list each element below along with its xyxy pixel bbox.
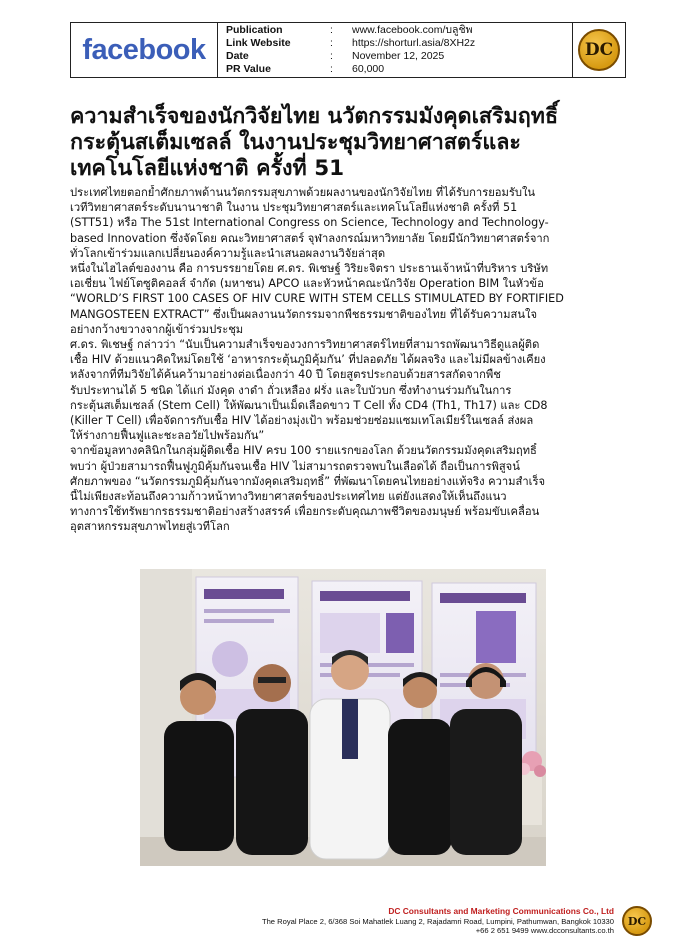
text-line: ศักยภาพของ “นวัตกรรมภูมิคุ้มกันจากมังคุดเสริมฤทธิ์” ที่พัฒนาโดยคนไทยอย่างแท้จริง ความสำเร็จ [70,474,546,488]
meta-label: Link Website [226,37,291,49]
text-line: “WORLD’S FIRST 100 CASES OF HIV CURE WITH STEM CELLS STIMULATED BY FORTIFIED [70,292,564,306]
clipping-header [70,22,626,78]
footer-company: DC Consultants and Marketing Communications Co., Ltd [388,906,614,916]
headline-line: ความสำเร็จของนักวิจัยไทย นวัตกรรมมังคุดเสริมฤทธิ์ [70,104,559,129]
text-line: ศ.ดร. พิเชษฐ์ กล่าวว่า “นับเป็นความสำเร็จของวงการวิทยาศาสตร์ไทยที่สามารถพัฒนาวิธีดูแลผู้ติด [70,338,540,352]
publication-value: www.facebook.com/บลูชิพ [352,24,473,36]
text-line: หนึ่งในไฮไลต์ของงาน คือ การบรรยายโดย ศ.ดร. พิเชษฐ์ วิริยะจิตรา ประธานเจ้าหน้าที่บริหาร บริษัท [70,262,549,276]
dc-logo-icon: DC [578,29,620,71]
agency-footer [200,907,614,936]
text-line: อุตสาหกรรมสุขภาพไทยสู่เวทีโลก [70,520,230,534]
source-logo-cell [71,23,218,77]
dc-logo-icon: DC [622,906,652,936]
meta-label: PR Value [226,63,271,75]
meta-label: Publication [226,24,283,36]
meta-row-publication: Publication : www.facebook.com/บลูชิพ [226,24,572,37]
text-line: ทางการใช้ทรัพยากรธรรมชาติอย่างสร้างสรรค์ เพื่อยกระดับคุณภาพชีวิตของมนุษย์ พร้อมขับเคลื่อน [70,505,540,519]
text-line: รับประทานได้ 5 ชนิด ได้แก่ มังคุด งาดำ ถั่วเหลือง ฝรั่ง และใบบัวบก ซึ่งทำงานร่วมกันในการ [70,383,512,397]
text-line: MANGOSTEEN EXTRACT” ซึ่งเป็นผลงานนวัตกรรมจากพืชธรรมชาติของไทย ที่ได้รับความสนใจ [70,307,538,321]
text-line: พบว่า ผู้ป่วยสามารถฟื้นฟูภูมิคุ้มกันจนเชื้อ HIV ไม่สามารถตรวจพบในเลือดได้ ถือเป็นการพิสูจน์ [70,459,520,473]
link-value[interactable]: https://shorturl.asia/8XH2z [352,37,476,49]
agency-logo-cell [573,23,625,77]
footer-contact: +66 2 651 9499 www.dcconsultants.co.th [475,926,614,935]
headline [70,104,630,182]
text-line: จากข้อมูลทางคลินิกในกลุ่มผู้ติดเชื้อ HIV ครบ 100 รายแรกของโลก ด้วยนวัตกรรมมังคุดเสริมฤทธิ์ [70,444,537,458]
flower-arrangement [518,751,546,825]
text-line: เอเชี่ยน ไฟย์โตซูติคอลส์ จำกัด (มหาชน) APCO และหัวหน้าคณะนักวิจัย Operation BIM ในหัวข้อ [70,277,544,291]
footer-address: The Royal Place 2, 6/368 Soi Mahatlek Luang 2, Rajadamri Road, Lumpini, Pathumwan, Bangkok 10330 [261,916,614,926]
text-line: based Innovation ซึ่งจัดโดย คณะวิทยาศาสตร์ จุฬาลงกรณ์มหาวิทยาลัย โดยมีนักวิทยาศาสตร์จาก [70,231,550,245]
text-line: เชื้อ HIV ด้วยแนวคิดใหม่โดยใช้ ‘อาหารกระตุ้นภูมิคุ้มกัน’ ที่ปลอดภัย ได้ผลจริง และไม่มีผลข้างเคียง [70,353,546,367]
text-line: ทั่วโลกเข้าร่วมแลกเปลี่ยนองค์ความรู้และนำเสนอผลงานวิจัยล่าสุด [70,246,386,260]
text-line: ให้ร่างกายฟื้นฟูและชะลอวัยไปพร้อมกัน” [70,429,265,443]
clipping-meta [218,23,573,77]
text-line: (STT51) หรือ The 51st International Congress on Science, Technology and Technology- [70,216,549,230]
text-line: นี้ไม่เพียงสะท้อนถึงความก้าวหน้าทางวิทยาศาสตร์ของประเทศไทย แต่ยังแสดงให้เห็นถึงแนว [70,490,507,504]
headline-line: เทคโนโลยีแห่งชาติ ครั้งที่ 51 [70,156,345,181]
meta-row-pr-value: PR Value : 60,000 [226,63,572,76]
article-body [70,185,625,535]
meta-row-link: Link Website : https://shorturl.asia/8XH2z [226,37,572,50]
pr-value: 60,000 [352,63,385,75]
text-line: กระตุ้นสเต็มเซลล์ (Stem Cell) ให้พัฒนาเป็นเม็ดเลือดขาว T Cell ทั้ง CD4 (Th1, Th17) และ CD8 [70,398,548,412]
meta-row-date: Date : November 12, 2025 [226,50,572,63]
paragraph-1 [70,185,625,261]
text-line: หลังจากที่ทีมวิจัยได้ค้นคว้ามาอย่างต่อเนื่องกว่า 40 ปี โดยสูตรประกอบด้วยสารสกัดจากพืช [70,368,501,382]
paragraph-3 [70,337,625,443]
group-photo-icon [140,569,546,866]
text-line: อย่างกว้างขวางจากผู้เข้าร่วมประชุม [70,322,244,336]
paragraph-2 [70,261,625,337]
date-value: November 12, 2025 [352,50,445,62]
meta-label: Date [226,50,249,62]
text-line: เวทีวิทยาศาสตร์ระดับนานาชาติ ในงาน ประชุมวิทยาศาสตร์และเทคโนโลยีแห่งชาติ ครั้งที่ 51 [70,201,518,215]
paragraph-4 [70,443,625,534]
text-line: (Killer T Cell) เพื่อจัดการกับเชื้อ HIV ได้อย่างมุ่งเป้า พร้อมช่วยซ่อมแซมเทโลเมียร์ในเซลล์ ส่งผล [70,414,534,428]
facebook-logo: facebook [82,33,206,66]
headline-line: กระตุ้นสเต็มเซลล์ ในงานประชุมวิทยาศาสตร์และ [70,130,521,155]
text-line: ประเทศไทยตอกย้ำศักยภาพด้านนวัตกรรมสุขภาพด้วยผลงานของนักวิจัยไทย ที่ได้รับการยอมรับใน [70,186,536,199]
